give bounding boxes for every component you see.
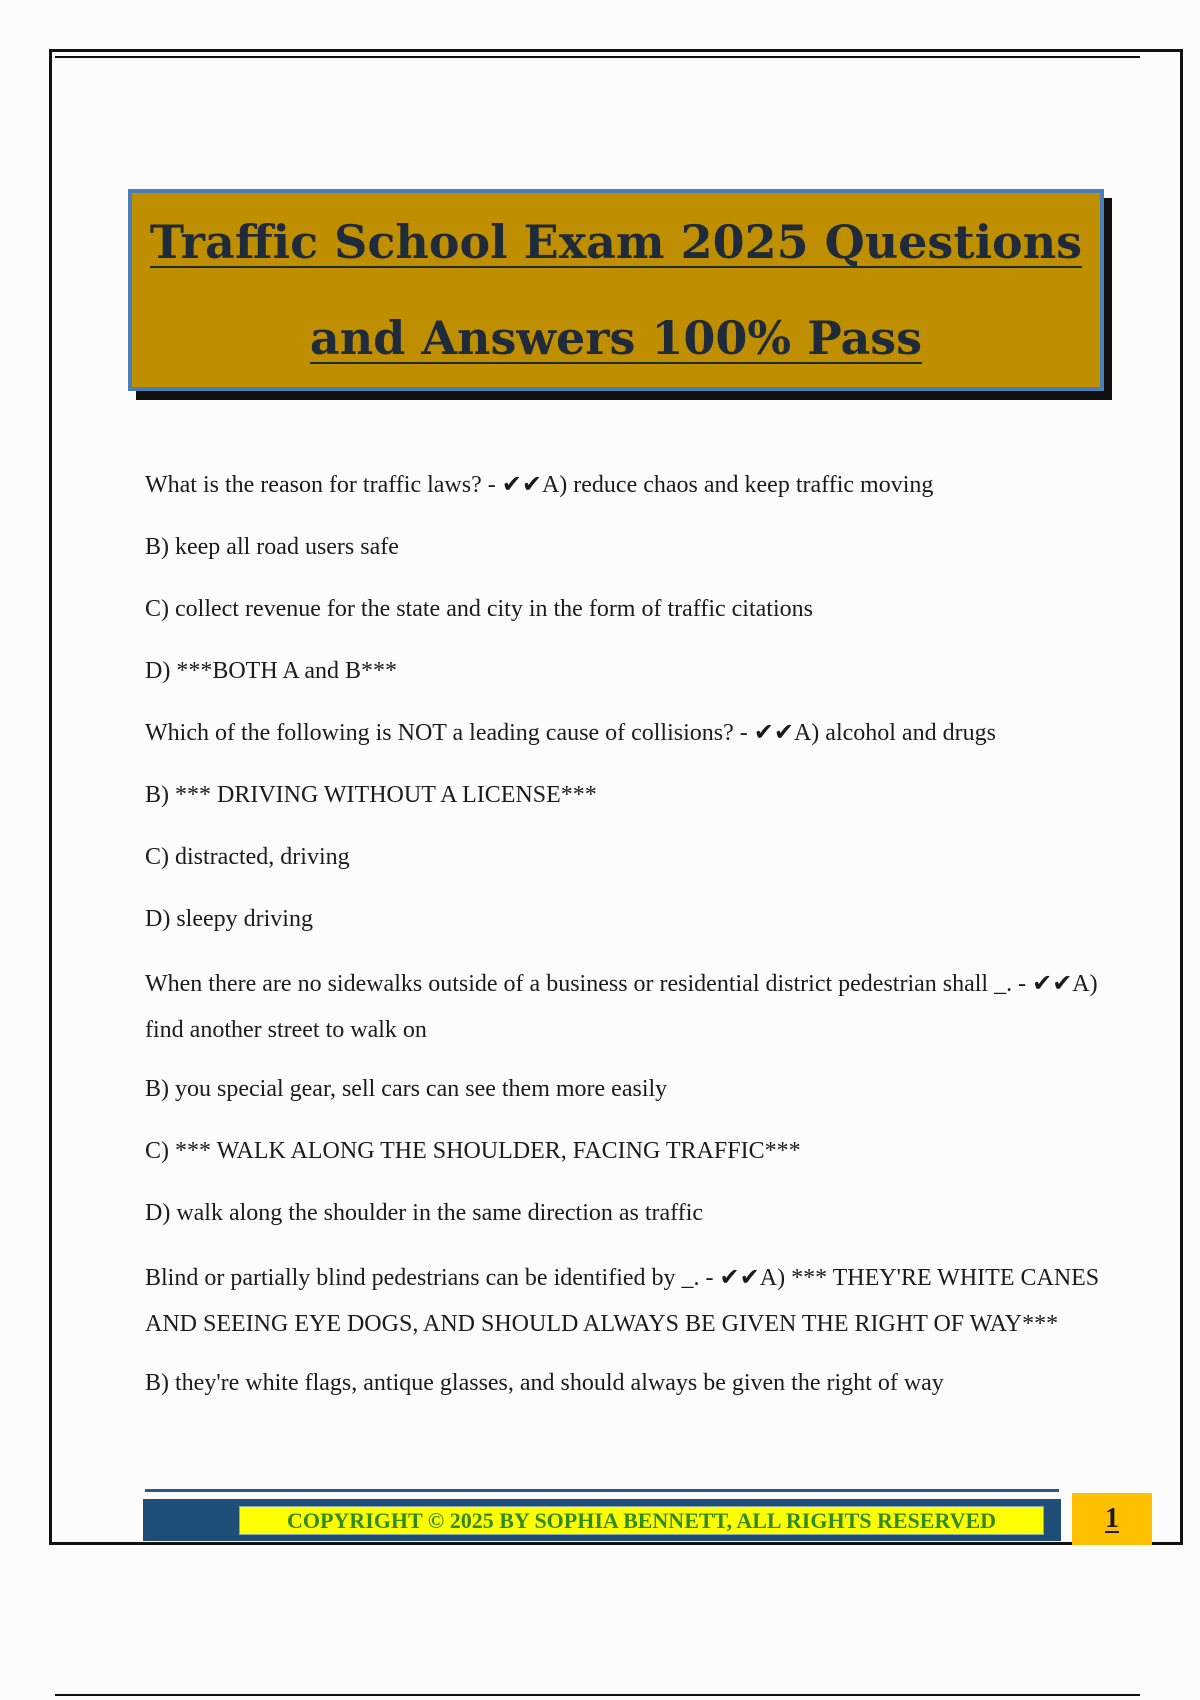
paragraph: What is the reason for traffic laws? - ✔✔A) reduce chaos and keep traffic moving [145,472,934,498]
paragraph: D) ***BOTH A and B*** [145,658,397,684]
top-rule [55,56,1140,58]
title-line-1: Traffic School Exam 2025 Questions [149,215,1083,269]
paragraph: B) keep all road users safe [145,534,399,560]
paragraph: Blind or partially blind pedestrians can be identified by _. - ✔✔A) *** THEY'RE WHITE CANES AND SEEING EYE DOGS, AND SHOULD ALWAYS BE GIVEN THE RIGHT OF WAY*** [145,1265,1100,1337]
copyright-notice: COPYRIGHT © 2025 BY SOPHIA BENNETT, ALL RIGHTS RESERVED [239,1506,1044,1535]
paragraph: D) walk along the shoulder in the same direction as traffic [145,1200,704,1226]
page-number-box [1072,1493,1152,1545]
paragraph: C) distracted, driving [145,844,350,870]
title-banner [128,189,1104,391]
paragraph: B) they're white flags, antique glasses, and should always be given the right of way [145,1370,944,1396]
paragraph: B) you special gear, sell cars can see them more easily [145,1076,668,1102]
paragraph: C) *** WALK ALONG THE SHOULDER, FACING TRAFFIC*** [145,1138,801,1164]
bottom-rule [55,1694,1140,1696]
title-line-2: and Answers 100% Pass [309,311,923,365]
paragraph: Which of the following is NOT a leading cause of collisions? - ✔✔A) alcohol and drugs [145,720,996,746]
footer-rule [145,1489,1059,1492]
paragraph: C) collect revenue for the state and city in the form of traffic citations [145,596,813,622]
paragraph: D) sleepy driving [145,906,313,932]
paragraph: B) *** DRIVING WITHOUT A LICENSE*** [145,782,597,808]
paragraph: When there are no sidewalks outside of a business or residential district pedestrian shall _. - ✔✔A) find another street to walk on [145,971,1098,1043]
page-number: 1 [1105,1503,1119,1534]
question-list [145,465,1105,1425]
